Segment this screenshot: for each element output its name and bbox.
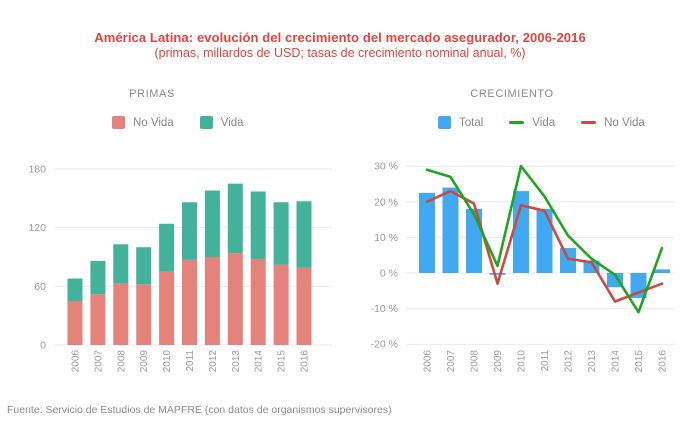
svg-text:2009: 2009 [493, 350, 504, 373]
page-subtitle: (primas, millardos de USD; tasas de crecimiento nominal anual, %) [154, 46, 526, 60]
svg-text:2016: 2016 [657, 350, 669, 373]
svg-text:2011: 2011 [540, 350, 551, 372]
svg-text:2008: 2008 [116, 350, 128, 373]
vida-line-swatch-icon [509, 121, 524, 124]
svg-text:2012: 2012 [563, 350, 575, 373]
vida-swatch-icon [200, 116, 213, 129]
svg-text:180: 180 [28, 163, 46, 176]
svg-text:60: 60 [34, 280, 46, 293]
svg-text:-10 %: -10 % [370, 303, 398, 316]
legend-item-no-vida [112, 116, 174, 129]
svg-text:2014: 2014 [610, 350, 622, 373]
legend-item-vida [200, 116, 244, 129]
svg-text:10 %: 10 % [374, 231, 398, 244]
legend-item-no-vida-line [581, 117, 645, 129]
no-vida-swatch-icon [112, 116, 125, 129]
svg-text:30 %: 30 % [374, 160, 398, 173]
crecimiento-section-title: CRECIMIENTO [470, 88, 554, 100]
svg-text:2009: 2009 [139, 350, 151, 373]
svg-text:2011: 2011 [185, 350, 196, 372]
total-swatch-icon [438, 116, 451, 129]
primas-section-title: PRIMAS [129, 88, 175, 100]
svg-text:2012: 2012 [207, 350, 219, 373]
svg-text:2007: 2007 [93, 350, 105, 373]
primas-legend [112, 116, 244, 129]
svg-text:120: 120 [28, 222, 46, 235]
svg-text:0: 0 [40, 339, 46, 352]
svg-text:-20 %: -20 % [370, 338, 398, 351]
svg-text:2016: 2016 [299, 350, 311, 373]
legend-label-total: Total [459, 116, 484, 129]
legend-item-total [438, 116, 483, 129]
crecimiento-legend [438, 116, 645, 129]
svg-text:2015: 2015 [276, 350, 288, 373]
svg-text:2006: 2006 [422, 350, 434, 373]
svg-text:2006: 2006 [70, 350, 82, 373]
no-vida-line-swatch-icon [581, 121, 596, 124]
legend-label-no-vida: No Vida [133, 116, 174, 129]
legend-label-vida-line: Vida [532, 116, 556, 129]
svg-text:2010: 2010 [516, 350, 528, 373]
svg-text:2010: 2010 [162, 350, 174, 373]
legend-label-vida: Vida [220, 116, 244, 129]
legend-item-vida-line [509, 117, 555, 129]
legend-label-no-vida-line: No Vida [604, 116, 645, 129]
svg-text:2013: 2013 [587, 350, 598, 373]
svg-text:0 %: 0 % [379, 267, 398, 280]
svg-text:2013: 2013 [230, 350, 242, 373]
svg-text:2008: 2008 [469, 350, 481, 373]
primas-stacked-bar-chart [0, 148, 340, 398]
svg-text:20 %: 20 % [374, 196, 398, 209]
source-note: Fuente: Servicio de Estudios de MAPFRE (con datos de organismos supervisores) [7, 404, 392, 416]
svg-text:2015: 2015 [634, 350, 645, 373]
svg-text:2014: 2014 [253, 350, 265, 373]
page-title: América Latina: evolución del crecimiento del mercado asegurador, 2006-2016 [94, 30, 586, 45]
crecimiento-bar-line-chart [340, 148, 680, 398]
svg-text:2007: 2007 [446, 350, 457, 373]
